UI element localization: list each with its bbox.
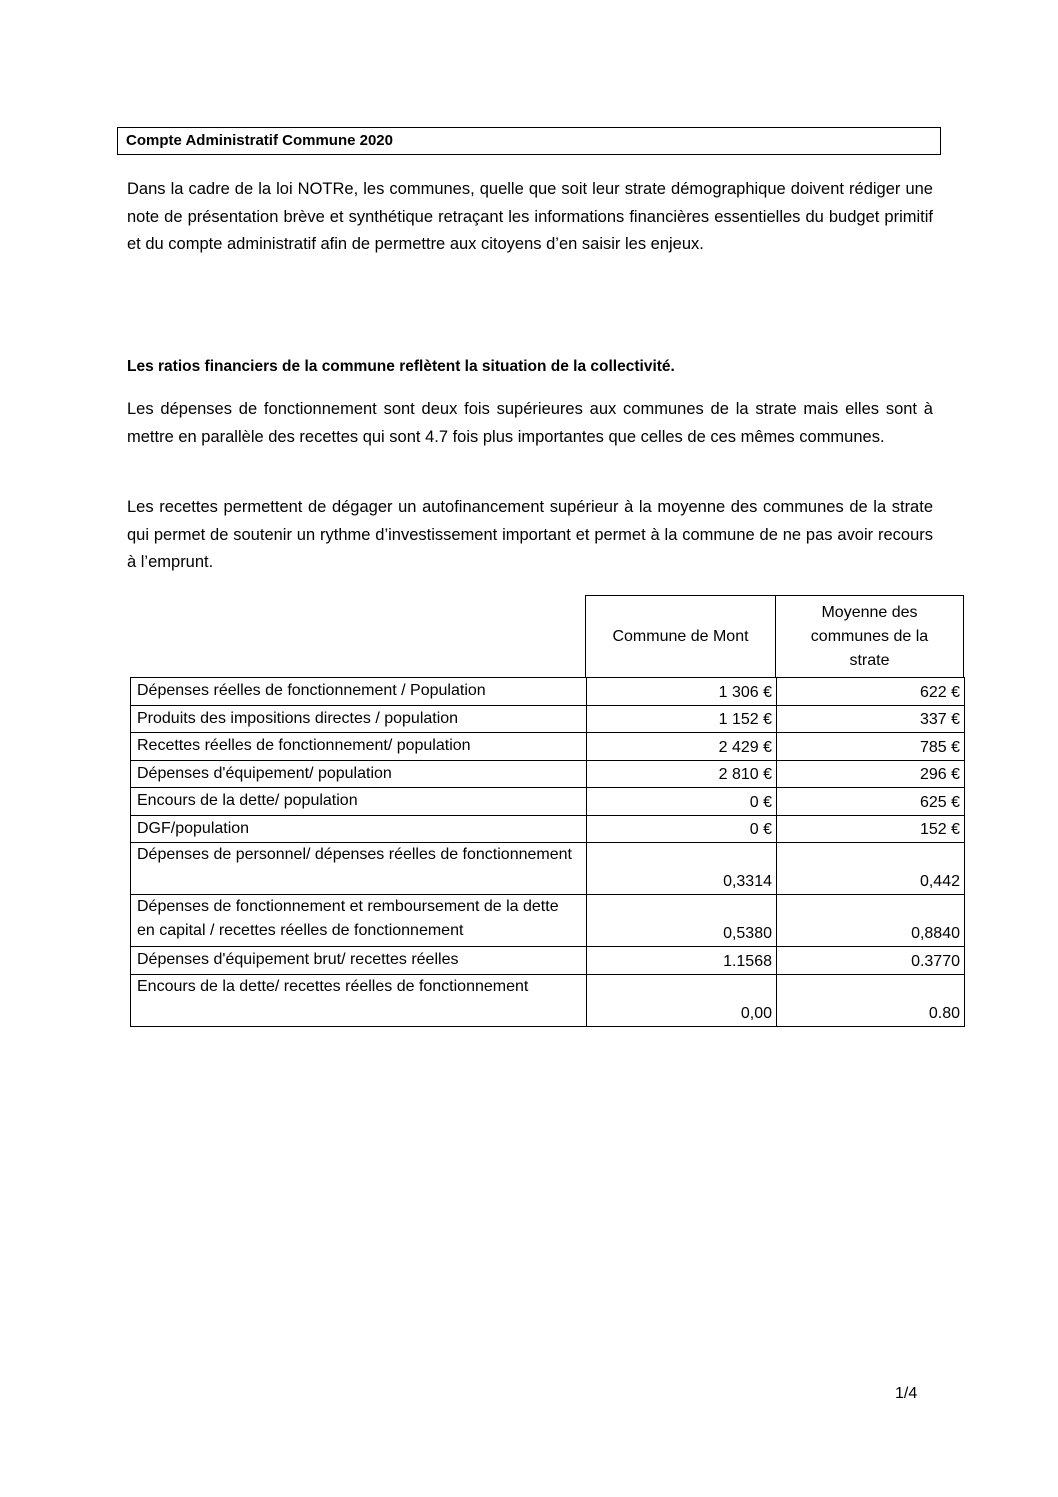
table-row — [131, 843, 965, 895]
row-label: Dépenses réelles de fonctionnement / Population — [131, 678, 587, 706]
commune-value: 2 429 € — [587, 733, 777, 761]
row-label: Recettes réelles de fonctionnement/ population — [131, 733, 587, 761]
column-header-commune: Commune de Mont — [586, 596, 776, 678]
strate-value: 0.80 — [777, 974, 965, 1026]
column-header-strate: Moyenne des communes de la strate — [776, 596, 964, 678]
commune-value: 0 € — [587, 788, 777, 816]
table-row — [131, 760, 965, 788]
commune-value: 0,00 — [587, 974, 777, 1026]
strate-value: 0.3770 — [777, 947, 965, 975]
strate-value: 337 € — [777, 705, 965, 733]
commune-value: 2 810 € — [587, 760, 777, 788]
strate-value: 0,442 — [777, 843, 965, 895]
table-row — [131, 678, 965, 706]
strate-value: 152 € — [777, 815, 965, 843]
row-label: Encours de la dette/ recettes réelles de fonctionnement — [131, 974, 587, 1026]
row-label: Dépenses de personnel/ dépenses réelles de fonctionnement — [131, 843, 587, 895]
row-label: Produits des impositions directes / population — [131, 705, 587, 733]
table-row — [131, 947, 965, 975]
table-row — [131, 974, 965, 1026]
row-label: Dépenses de fonctionnement et remboursement de la dette en capital / recettes réelles de fonctionnement — [131, 895, 587, 947]
row-label: Dépenses d'équipement/ population — [131, 760, 587, 788]
table-row — [131, 815, 965, 843]
strate-value: 296 € — [777, 760, 965, 788]
strate-value: 0,8840 — [777, 895, 965, 947]
row-label: DGF/population — [131, 815, 587, 843]
table-row — [131, 788, 965, 816]
ratio-table-header — [585, 595, 964, 678]
table-row — [131, 705, 965, 733]
document-title: Compte Administratif Commune 2020 — [117, 127, 941, 155]
section-heading: Les ratios financiers de la commune reflètent la situation de la collectivité. — [127, 358, 675, 375]
depenses-paragraph: Les dépenses de fonctionnement sont deux fois supérieures aux communes de la strate mais elles sont à mettre en parallèle des recettes qui sont 4.7 fois plus importantes que celles de ces mêmes communes. — [127, 400, 933, 446]
commune-value: 0,5380 — [587, 895, 777, 947]
intro-paragraph: Dans la cadre de la loi NOTRe, les communes, quelle que soit leur strate démographique doivent rédiger une note de présentation brève et synthétique retraçant les informations financières essentielles du budget primitif et du compte administratif afin de permettre aux citoyens d’en saisir les enjeux. — [127, 180, 933, 253]
row-label: Encours de la dette/ population — [131, 788, 587, 816]
row-label: Dépenses d'équipement brut/ recettes réelles — [131, 947, 587, 975]
strate-value: 785 € — [777, 733, 965, 761]
table-row — [131, 895, 965, 947]
ratio-table — [130, 677, 965, 1027]
table-row — [131, 733, 965, 761]
strate-value: 625 € — [777, 788, 965, 816]
commune-value: 1.1568 — [587, 947, 777, 975]
commune-value: 1 152 € — [587, 705, 777, 733]
commune-value: 0,3314 — [587, 843, 777, 895]
commune-value: 1 306 € — [587, 678, 777, 706]
recettes-paragraph: Les recettes permettent de dégager un autofinancement supérieur à la moyenne des communes de la strate qui permet de soutenir un rythme d’investissement important et permet à la commune de ne pas avoir recours à l’emprunt. — [127, 498, 933, 571]
page-number: 1/4 — [895, 1385, 918, 1402]
strate-value: 622 € — [777, 678, 965, 706]
commune-value: 0 € — [587, 815, 777, 843]
